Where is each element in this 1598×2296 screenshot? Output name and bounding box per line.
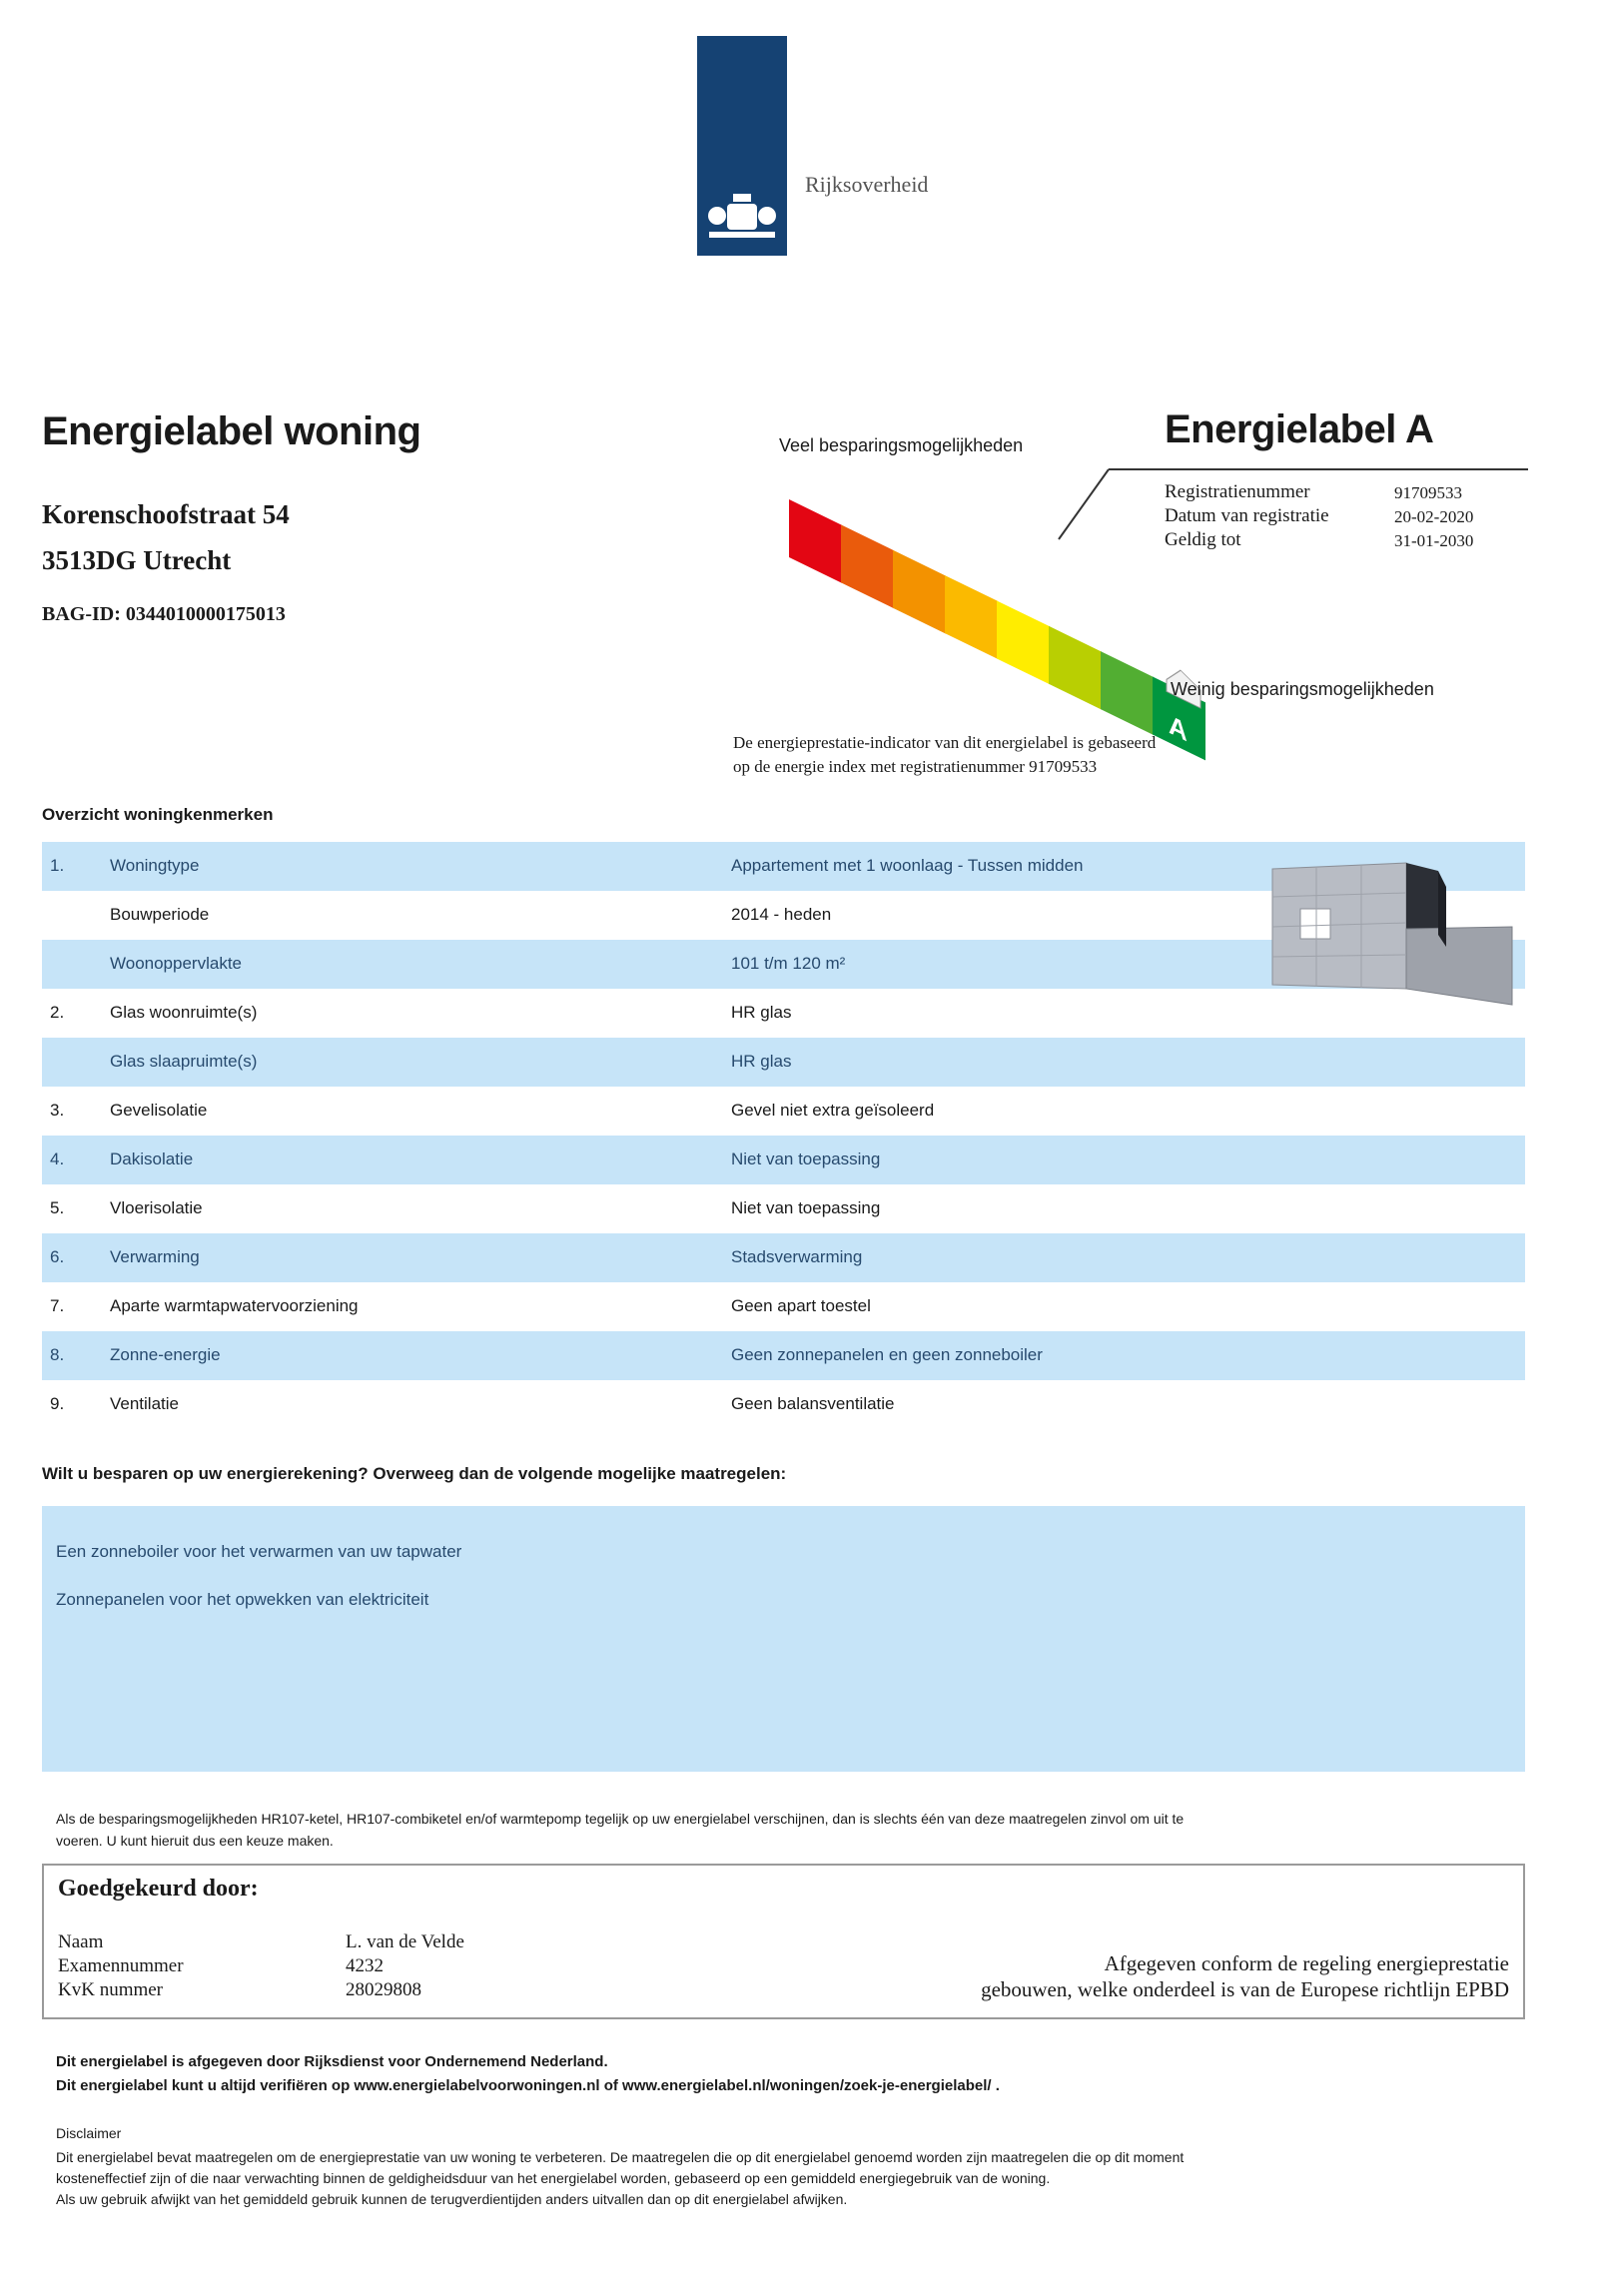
measures-box (42, 1506, 1525, 1772)
table-row (42, 1136, 1525, 1184)
row-label: Dakisolatie (110, 1149, 194, 1168)
approved-value: L. van de Velde (346, 1931, 464, 1952)
row-value: Stadsverwarming (731, 1247, 863, 1266)
approved-key: KvK nummer (58, 1979, 164, 2000)
registration-key: Registratienummer (1165, 481, 1310, 502)
approved-title: Goedgekeurd door: (58, 1876, 259, 1902)
document-title: Energielabel woning (42, 409, 421, 453)
approved-box (42, 1864, 1525, 2019)
row-number: 2. (50, 1003, 65, 1022)
scale-step (841, 524, 894, 608)
row-number: 9. (50, 1394, 65, 1413)
valid-until-value: 31-01-2030 (1394, 531, 1474, 550)
registration-value: 91709533 (1394, 483, 1462, 502)
indicator-note-line: op de energie index met registratienummer 91709533 (733, 757, 1098, 776)
valid-until-key: Geldig tot (1165, 529, 1241, 550)
table-row (42, 1331, 1525, 1380)
approved-key: Examennummer (58, 1955, 184, 1976)
row-number: 1. (50, 856, 65, 875)
scale-step (945, 575, 998, 659)
measure-item: Zonnepanelen voor het opwekken van elektriciteit (56, 1590, 429, 1609)
row-number: 6. (50, 1247, 65, 1266)
approved-value: 28029808 (346, 1979, 421, 2000)
indicator-note-line: De energieprestatie-indicator van dit energielabel is gebaseerd (733, 733, 1157, 752)
disclaimer-text (56, 2147, 1474, 2210)
measures-title: Wilt u besparen op uw energierekening? Overweeg dan de volgende mogelijke maatregelen: (42, 1464, 787, 1483)
row-value: Niet van toepassing (731, 1149, 881, 1168)
row-number: 8. (50, 1345, 65, 1364)
table-row (42, 1233, 1525, 1282)
row-label: Zonne-energie (110, 1345, 221, 1364)
row-label: Glas slaapruimte(s) (110, 1052, 258, 1071)
row-value: HR glas (731, 1003, 792, 1022)
issuer-line: Dit energielabel is afgegeven door Rijksdienst voor Ondernemend Nederland. (56, 2053, 608, 2070)
coat-of-arms-icon (697, 186, 787, 256)
table-row (42, 1380, 1525, 1429)
pointer-line (1059, 469, 1109, 539)
disclaimer-line: kosteneffectief zijn of die naar verwachting binnen de geldigheidsduur van het energielabel worden, gebaseerd op een gemiddeld energiegebruik van de woning. (56, 2170, 1051, 2186)
logo-text: Rijksoverheid (805, 172, 929, 197)
measures-note-line: Als de besparingsmogelijkheden HR107-ketel, HR107-combiketel en/of warmtepomp tegelijk op uw energielabel verschijnen, dan is slechts één van deze maatregelen zinvol om uit te (56, 1811, 1185, 1827)
measure-item: Een zonneboiler voor het verwarmen van uw tapwater (56, 1542, 462, 1561)
energy-label-heading: Energielabel A (1165, 407, 1434, 451)
verify-line: Dit energielabel kunt u altijd verifiëren op www.energielabelvoorwoningen.nl of www.energielabel.nl/woningen/zoek-je-energielabel/ . (56, 2077, 1000, 2094)
row-value: 101 t/m 120 m² (731, 954, 846, 973)
indicator-note (733, 731, 1352, 779)
conform-line: gebouwen, welke onderdeel is van de Europese richtlijn EPBD (981, 1977, 1509, 2001)
row-label: Woningtype (110, 856, 200, 875)
table-row (42, 1282, 1525, 1331)
scale-step (789, 499, 842, 583)
scale-bottom-text: Weinig besparingsmogelijkheden (1171, 679, 1434, 699)
approved-value: 4232 (346, 1955, 384, 1976)
row-value: Gevel niet extra geïsoleerd (731, 1101, 935, 1120)
row-label: Aparte warmtapwatervoorziening (110, 1296, 359, 1315)
scale-top-text: Veel besparingsmogelijkheden (779, 435, 1024, 455)
row-number: 7. (50, 1296, 65, 1315)
row-value: Appartement met 1 woonlaag - Tussen midden (731, 856, 1084, 875)
conform-line: Afgegeven conform de regeling energieprestatie (1104, 1951, 1509, 1975)
row-value: 2014 - heden (731, 905, 832, 924)
row-label: Gevelisolatie (110, 1101, 208, 1120)
row-value: Geen apart toestel (731, 1296, 871, 1315)
rijksoverheid-logo (697, 36, 787, 256)
row-value: Niet van toepassing (731, 1198, 881, 1217)
registration-date-value: 20-02-2020 (1394, 507, 1474, 526)
row-number: 5. (50, 1198, 65, 1217)
scale-step (893, 550, 946, 634)
address-city: 3513DG Utrecht (42, 545, 232, 575)
table-row (42, 1038, 1525, 1087)
apartment-building-icon (1266, 857, 1514, 1007)
bag-id: BAG-ID: 0344010000175013 (42, 603, 286, 625)
measures-note-line: voeren. U kunt hieruit dus een keuze maken. (56, 1833, 334, 1849)
table-row (42, 1184, 1525, 1233)
disclaimer-line: Dit energielabel bevat maatregelen om de energieprestatie van uw woning te verbeteren. De maatregelen die op dit energielabel genoemd worden zijn maatregelen die op dit moment (56, 2149, 1185, 2165)
address-street: Korenschoofstraat 54 (42, 499, 290, 529)
row-value: HR glas (731, 1052, 792, 1071)
table-row (42, 1087, 1525, 1136)
row-label: Vloerisolatie (110, 1198, 203, 1217)
row-label: Verwarming (110, 1247, 200, 1266)
measures-note (56, 1808, 1474, 1852)
row-number: 4. (50, 1149, 65, 1168)
row-label: Woonoppervlakte (110, 954, 242, 973)
row-value: Geen balansventilatie (731, 1394, 895, 1413)
disclaimer-title: Disclaimer (56, 2125, 122, 2141)
row-label: Ventilatie (110, 1394, 179, 1413)
label-class-letter: A (1169, 708, 1188, 748)
row-label: Bouwperiode (110, 905, 210, 924)
row-number: 3. (50, 1101, 65, 1120)
scale-step (1101, 651, 1154, 735)
registration-date-key: Datum van registratie (1165, 505, 1329, 526)
row-label: Glas woonruimte(s) (110, 1003, 258, 1022)
disclaimer-line: Als uw gebruik afwijkt van het gemiddeld gebruik kunnen de terugverdientijden anders uitvallen dan op dit energielabel afwijken. (56, 2191, 848, 2207)
approved-key: Naam (58, 1931, 104, 1952)
scale-step (1049, 626, 1102, 710)
row-value: Geen zonnepanelen en geen zonneboiler (731, 1345, 1043, 1364)
scale-step (997, 600, 1050, 684)
overview-title: Overzicht woningkenmerken (42, 805, 274, 824)
